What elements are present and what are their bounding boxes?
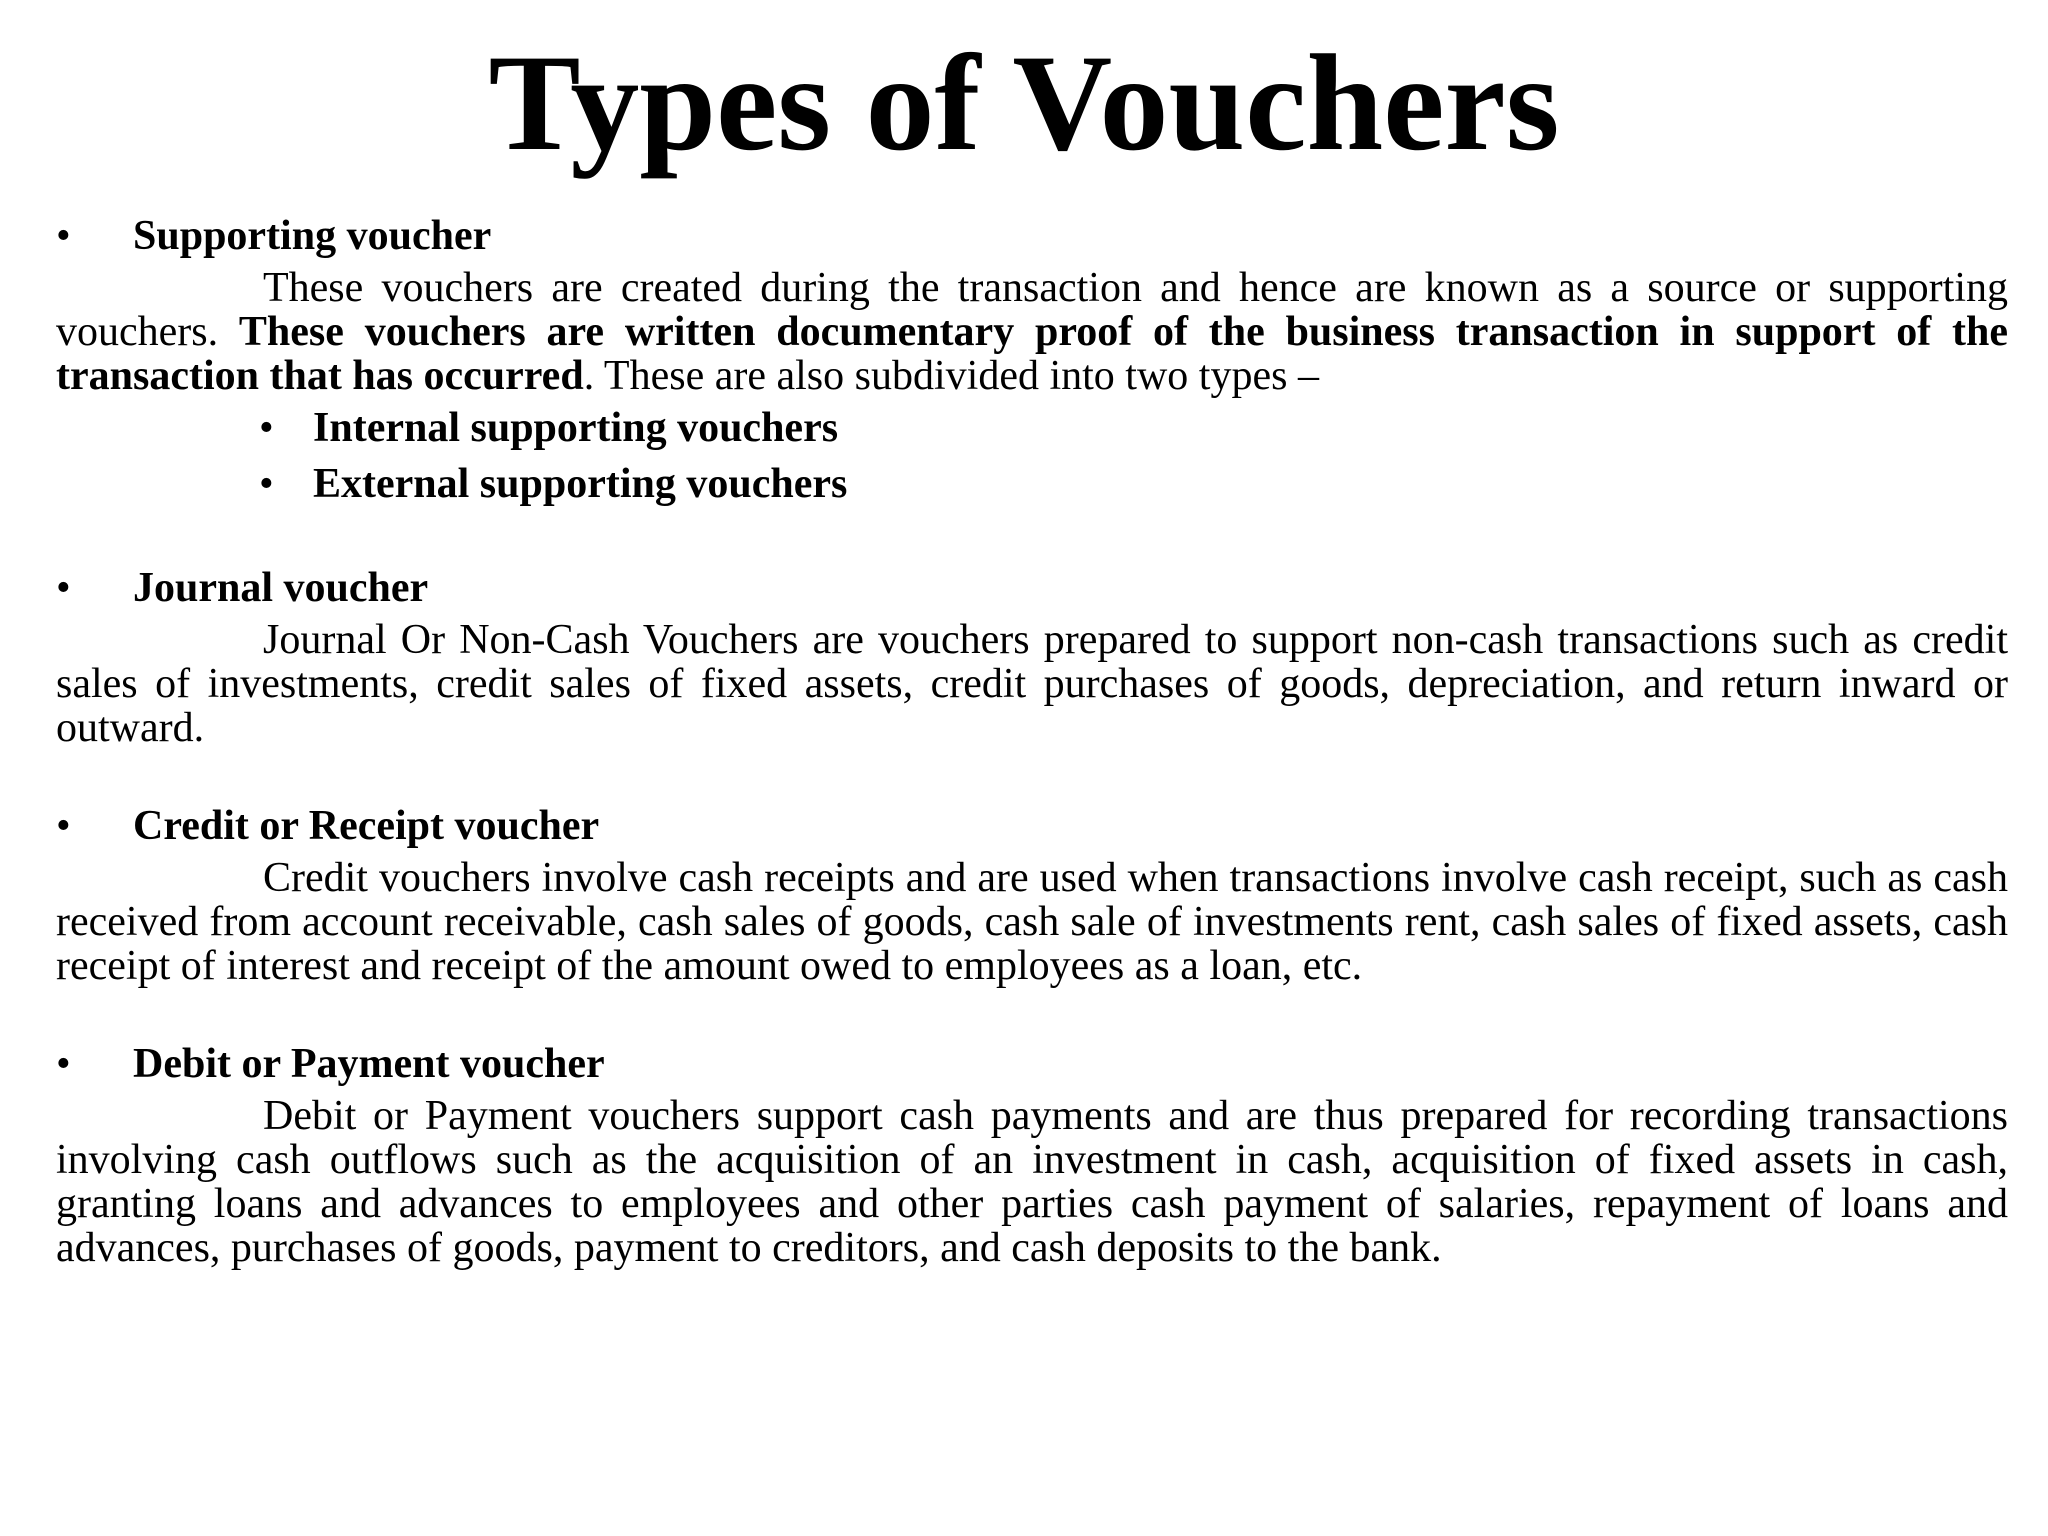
- section-heading: Supporting voucher: [133, 213, 492, 259]
- section-credit-voucher: [56, 798, 2008, 988]
- sub-list-item: [56, 456, 2008, 512]
- bullet-icon: •: [56, 213, 71, 259]
- bullet-icon: •: [56, 803, 71, 849]
- section-debit-voucher: [56, 1036, 2008, 1270]
- sub-list-item-label: External supporting vouchers: [313, 461, 848, 507]
- section-heading-row: [56, 798, 2008, 854]
- section-paragraph: Credit vouchers involve cash receipts and are used when transactions involve cash receipt, such as cash received from account receivable, cash sales of goods, cash sale of investments rent, cash sales of fixed assets, cash receipt of interest and receipt of the amount owed to employees as a loan, etc.: [56, 855, 2008, 989]
- section-supporting-voucher: [56, 208, 2008, 512]
- section-heading-row: [56, 208, 2008, 264]
- paragraph-text: These vouchers are created during the transaction and hence are known as a source or supporting vouchers.: [56, 265, 2008, 355]
- section-journal-voucher: [56, 560, 2008, 750]
- paragraph-bold-text: These vouchers are written documentary proof of the business transaction in support of the transaction that has occurred: [56, 309, 2008, 399]
- sub-list-item-label: Internal supporting vouchers: [313, 405, 839, 451]
- section-heading: Journal voucher: [133, 565, 429, 611]
- bullet-icon: •: [56, 565, 71, 611]
- section-paragraph: Debit or Payment vouchers support cash payments and are thus prepared for recording transactions involving cash outflows such as the acquisition of an investment in cash, acquisition of fixed assets in cash, granting loans and advances to employees and other parties cash payment of salaries, repayment of loans and advances, purchases of goods, payment to creditors, and cash deposits to the bank.: [56, 1093, 2008, 1271]
- sub-bullet-icon: •: [259, 405, 274, 451]
- section-paragraph: [56, 264, 2008, 398]
- bullet-icon: •: [56, 1041, 71, 1087]
- slide-content: [56, 208, 2008, 1270]
- paragraph-text: . These are also subdivided into two types –: [583, 353, 1319, 399]
- section-paragraph: Journal Or Non-Cash Vouchers are vouchers prepared to support non-cash transactions such as credit sales of investments, credit sales of fixed assets, credit purchases of goods, depreciation, and return inward or outward.: [56, 617, 2008, 751]
- sub-list-item: [56, 400, 2008, 456]
- section-heading-row: [56, 1036, 2008, 1092]
- sub-bullet-icon: •: [259, 461, 274, 507]
- section-heading: Debit or Payment voucher: [133, 1041, 605, 1087]
- section-heading: Credit or Receipt voucher: [133, 803, 600, 849]
- slide-title: Types of Vouchers: [488, 26, 1560, 179]
- sub-bullet-list: [56, 400, 2008, 512]
- section-heading-row: [56, 560, 2008, 616]
